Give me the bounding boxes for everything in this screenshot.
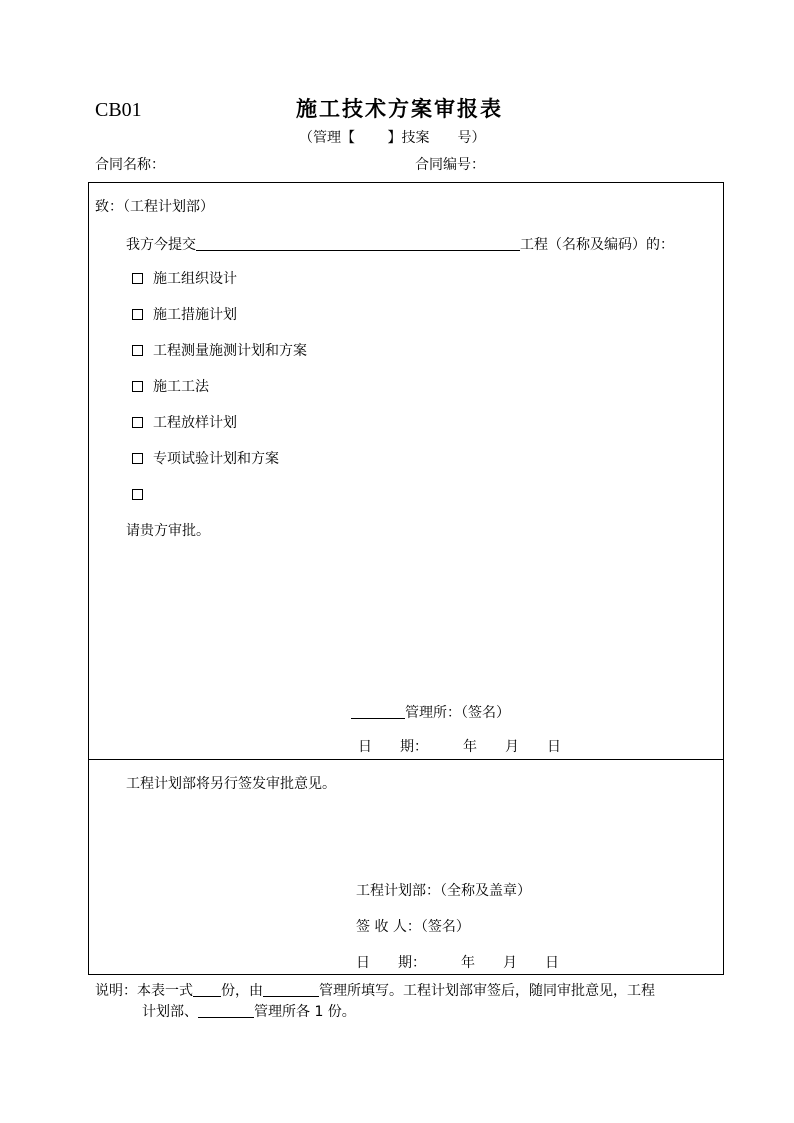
checklist-item[interactable] [132, 452, 279, 466]
checkbox[interactable] [132, 273, 143, 284]
submit-suffix: 工程（名称及编码）的： [520, 237, 674, 253]
copies-field[interactable] [193, 982, 221, 997]
signature-label: 管理所：（签名） [405, 705, 510, 721]
page-subtitle: （管理【 】技案 号） [299, 130, 486, 146]
approval-note: 工程计划部将另行签发审批意见。 [126, 776, 336, 792]
submit-line [126, 236, 674, 252]
form-frame [88, 182, 724, 975]
checklist-item[interactable] [132, 344, 307, 358]
office-field[interactable] [263, 982, 319, 997]
checklist-item-label: 施工措施计划 [153, 307, 237, 323]
office-name-field[interactable] [351, 704, 405, 719]
submit-date: 日 期： 年 月 日 [358, 739, 561, 755]
checkbox[interactable] [132, 345, 143, 356]
project-name-field[interactable] [196, 236, 520, 251]
footer-note-line2 [142, 1003, 356, 1019]
checklist-item[interactable] [132, 308, 237, 322]
checklist-item[interactable] [132, 416, 237, 430]
checklist-item-label: 工程测量施测计划和方案 [153, 343, 307, 359]
section-divider [88, 759, 724, 760]
contract-name-label: 合同名称： [95, 157, 165, 173]
checkbox[interactable] [132, 309, 143, 320]
form-code: CB01 [95, 99, 142, 121]
contract-no-label: 合同编号： [415, 157, 485, 173]
footer-part3: 管理所填写。工程计划部审签后，随同审批意见，工程 [319, 983, 655, 999]
footer-prefix: 说明：本表一式 [95, 983, 193, 999]
submit-prefix: 我方今提交 [126, 237, 196, 253]
checkbox[interactable] [132, 489, 143, 500]
checklist-item-label: 施工组织设计 [153, 271, 237, 287]
checklist-item[interactable] [132, 488, 153, 502]
footer-part2: 份，由 [221, 983, 263, 999]
checklist-item-label: 施工工法 [153, 379, 209, 395]
department-label: 工程计划部：（全称及盖章） [356, 883, 531, 899]
footer-note-line1 [95, 982, 655, 998]
checklist-item[interactable] [132, 272, 237, 286]
checkbox[interactable] [132, 417, 143, 428]
addressee: 致：（工程计划部） [95, 199, 214, 215]
footer-line2-prefix: 计划部、 [142, 1004, 198, 1020]
signature-line [351, 704, 510, 720]
page-title: 施工技术方案审报表 [296, 96, 503, 121]
checklist-item-label: 专项试验计划和方案 [153, 451, 279, 467]
receive-date: 日 期： 年 月 日 [356, 955, 559, 971]
checkbox[interactable] [132, 381, 143, 392]
footer-line2-suffix: 管理所各 1 份。 [254, 1004, 356, 1020]
checklist-item[interactable] [132, 380, 209, 394]
receiver-label: 签 收 人：（签名） [356, 919, 470, 935]
checkbox[interactable] [132, 453, 143, 464]
office-field-2[interactable] [198, 1003, 254, 1018]
request-text: 请贵方审批。 [126, 523, 210, 539]
checklist-item-label: 工程放样计划 [153, 415, 237, 431]
